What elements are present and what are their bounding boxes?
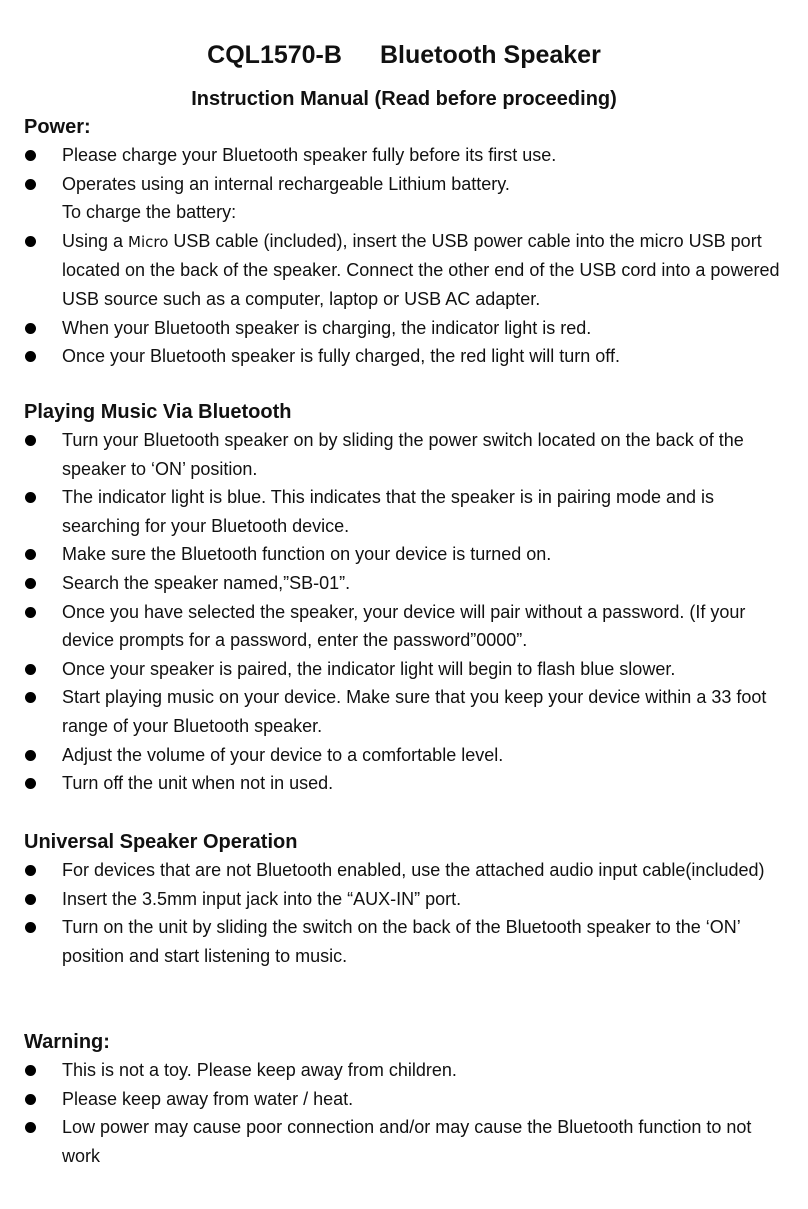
model-number: CQL1570-B	[207, 41, 342, 69]
list-item: Using a Micro USB cable (included), insert the USB power cable into the micro USB port located on the back of the speaker. Connect the other end of the USB cord into a powered USB source such as a computer, laptop or USB AC adapter.	[24, 227, 794, 314]
bullet-icon	[25, 179, 36, 190]
bullet-icon	[25, 1122, 36, 1133]
list-item: Insert the 3.5mm input jack into the “AUX-IN” port.	[24, 885, 794, 914]
bluetooth-list	[24, 426, 794, 798]
bullet-icon	[25, 150, 36, 161]
warning-heading: Warning:	[24, 1031, 110, 1053]
bullet-icon	[25, 578, 36, 589]
bluetooth-heading: Playing Music Via Bluetooth	[24, 401, 292, 423]
bullet-icon	[25, 323, 36, 334]
list-item: Turn off the unit when not in used.	[24, 769, 794, 798]
warning-section	[24, 1028, 794, 1170]
list-item: Low power may cause poor connection and/or may cause the Bluetooth function to not work	[24, 1113, 794, 1170]
document-title	[0, 38, 808, 72]
list-item: Once your speaker is paired, the indicator light will begin to flash blue slower.	[24, 655, 794, 684]
list-item: Turn your Bluetooth speaker on by sliding the power switch located on the back of the speaker to ‘ON’ position.	[24, 426, 794, 483]
list-item: Please keep away from water / heat.	[24, 1085, 794, 1114]
bullet-icon	[25, 1094, 36, 1105]
bullet-icon	[25, 435, 36, 446]
bullet-icon	[25, 778, 36, 789]
list-item: This is not a toy. Please keep away from children.	[24, 1056, 794, 1085]
list-item: Operates using an internal rechargeable Lithium battery.	[24, 170, 794, 199]
bullet-icon	[25, 1065, 36, 1076]
list-item: Once you have selected the speaker, your device will pair without a password. (If your device prompts for a password, enter the password”0000”.	[24, 598, 794, 655]
list-item: Adjust the volume of your device to a comfortable level.	[24, 741, 794, 770]
bullet-icon	[25, 692, 36, 703]
list-item: For devices that are not Bluetooth enabled, use the attached audio input cable(included)	[24, 856, 794, 885]
product-name: Bluetooth Speaker	[379, 41, 601, 69]
bullet-icon	[25, 492, 36, 503]
bullet-icon	[25, 236, 36, 247]
list-item: Make sure the Bluetooth function on your device is turned on.	[24, 540, 794, 569]
list-item: Once your Bluetooth speaker is fully charged, the red light will turn off.	[24, 342, 794, 371]
universal-heading: Universal Speaker Operation	[24, 831, 298, 853]
list-item: Search the speaker named,”SB-01”.	[24, 569, 794, 598]
bullet-icon	[25, 750, 36, 761]
universal-section	[24, 828, 794, 970]
document-subtitle: Instruction Manual (Read before proceeding)	[191, 88, 617, 110]
bullet-icon	[25, 865, 36, 876]
bullet-icon	[25, 922, 36, 933]
list-item: Please charge your Bluetooth speaker fully before its first use.	[24, 141, 794, 170]
bullet-icon	[25, 664, 36, 675]
universal-list	[24, 856, 794, 970]
bullet-icon	[25, 607, 36, 618]
power-heading: Power:	[24, 116, 91, 138]
list-item: Turn on the unit by sliding the switch on the back of the Bluetooth speaker to the ‘ON’ position and start listening to music.	[24, 913, 794, 970]
list-item: When your Bluetooth speaker is charging, the indicator light is red.	[24, 314, 794, 343]
bullet-icon	[25, 351, 36, 362]
charge-note: To charge the battery:	[62, 202, 237, 223]
bullet-icon	[25, 549, 36, 560]
list-item: The indicator light is blue. This indicates that the speaker is in pairing mode and is searching for your Bluetooth device.	[24, 483, 794, 540]
bluetooth-section	[24, 398, 794, 798]
warning-list	[24, 1056, 794, 1170]
power-list-continued	[24, 227, 794, 371]
bullet-icon	[25, 894, 36, 905]
power-section	[24, 113, 794, 371]
power-list	[24, 141, 794, 198]
list-item: Start playing music on your device. Make sure that you keep your device within a 33 foot range of your Bluetooth speaker.	[24, 683, 794, 740]
